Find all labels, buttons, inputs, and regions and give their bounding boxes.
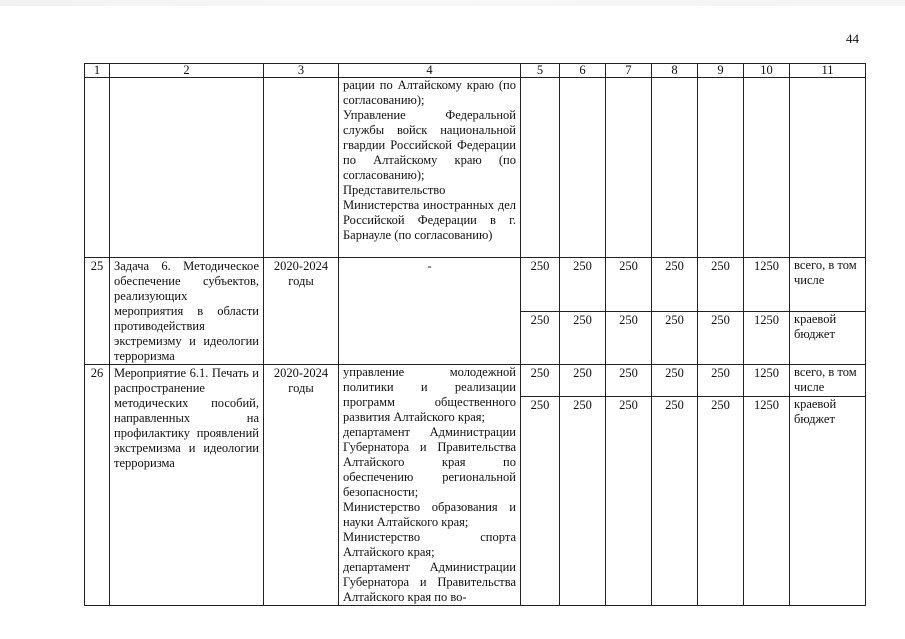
continuation-row — [85, 78, 866, 258]
value-cell: 250 — [698, 397, 744, 606]
header-cell: 4 — [339, 64, 521, 78]
value-cell: 250 — [606, 311, 652, 365]
value-cell: 250 — [560, 258, 606, 312]
funding-source: краевой бюджет — [790, 311, 866, 365]
value-cell: 250 — [606, 365, 652, 397]
header-cell: 6 — [560, 64, 606, 78]
executor-item: департамент Администрации Губернатора и Правительства Алтайского края по обеспечению региональной безопасности; — [343, 425, 516, 499]
executor-item: Министерство образования и науки Алтайского края; — [343, 500, 516, 529]
value-cell: 250 — [521, 397, 560, 606]
executor-item: Министерство спорта Алтайского края; — [343, 530, 516, 559]
value-cell: 250 — [560, 311, 606, 365]
table-row — [85, 365, 866, 397]
task-name: Мероприятие 6.1. Печать и распространение методических пособий, направленных на профилактику проявлений экстремизма и идеологии терроризма — [110, 365, 264, 606]
value-cell: 250 — [698, 311, 744, 365]
period: 2020-2024 годы — [264, 258, 339, 365]
header-row — [85, 64, 866, 78]
executor-cell — [339, 365, 521, 606]
program-table — [84, 63, 866, 606]
header-cell: 1 — [85, 64, 110, 78]
period: 2020-2024 годы — [264, 365, 339, 606]
scan-edge — [0, 0, 905, 6]
executor-item: Управление Федеральной службы войск национальной гвардии Российской Федерации по Алтайскому краю (по согласованию); — [343, 108, 516, 182]
executor-item: рации по Алтайскому краю (по согласованию); — [343, 78, 516, 107]
value-cell: 1250 — [744, 311, 790, 365]
value-cell: 250 — [698, 365, 744, 397]
value-cell: 250 — [560, 397, 606, 606]
value-cell: 250 — [521, 365, 560, 397]
executor-item: департамент Администрации Губернатора и Правительства Алтайского края по во- — [343, 560, 516, 604]
value-cell: 250 — [652, 311, 698, 365]
value-cell: 250 — [560, 365, 606, 397]
funding-source: краевой бюджет — [790, 397, 866, 606]
executor-item: управление молодежной политики и реализации программ общественного развития Алтайского края; — [343, 365, 516, 424]
value-cell: 250 — [652, 365, 698, 397]
row-number: 26 — [85, 365, 110, 606]
value-cell: 1250 — [744, 365, 790, 397]
value-cell: 250 — [698, 258, 744, 312]
header-cell: 11 — [790, 64, 866, 78]
value-cell: 250 — [521, 258, 560, 312]
page-number: 44 — [846, 31, 859, 46]
header-cell: 3 — [264, 64, 339, 78]
value-cell: 1250 — [744, 258, 790, 312]
value-cell: 250 — [652, 397, 698, 606]
value-cell: 1250 — [744, 397, 790, 606]
header-cell: 8 — [652, 64, 698, 78]
funding-source: всего, в том числе — [790, 258, 866, 312]
header-cell: 9 — [698, 64, 744, 78]
header-cell: 10 — [744, 64, 790, 78]
header-cell: 7 — [606, 64, 652, 78]
value-cell: 250 — [606, 397, 652, 606]
funding-source: всего, в том числе — [790, 365, 866, 397]
task-name: Задача 6. Методическое обеспечение субъектов, реализующих мероприятия в области противодействия экстремизму и идеологии терроризма — [110, 258, 264, 365]
value-cell: 250 — [652, 258, 698, 312]
executor-item: Представительство Министерства иностранных дел Российской Федерации в г. Барнауле (по согласованию) — [343, 183, 516, 242]
header-cell: 2 — [110, 64, 264, 78]
executor-cell — [339, 78, 521, 258]
table-row — [85, 258, 866, 312]
header-cell: 5 — [521, 64, 560, 78]
value-cell: 250 — [521, 311, 560, 365]
value-cell: 250 — [606, 258, 652, 312]
row-number: 25 — [85, 258, 110, 365]
executor-cell: - — [339, 258, 521, 365]
